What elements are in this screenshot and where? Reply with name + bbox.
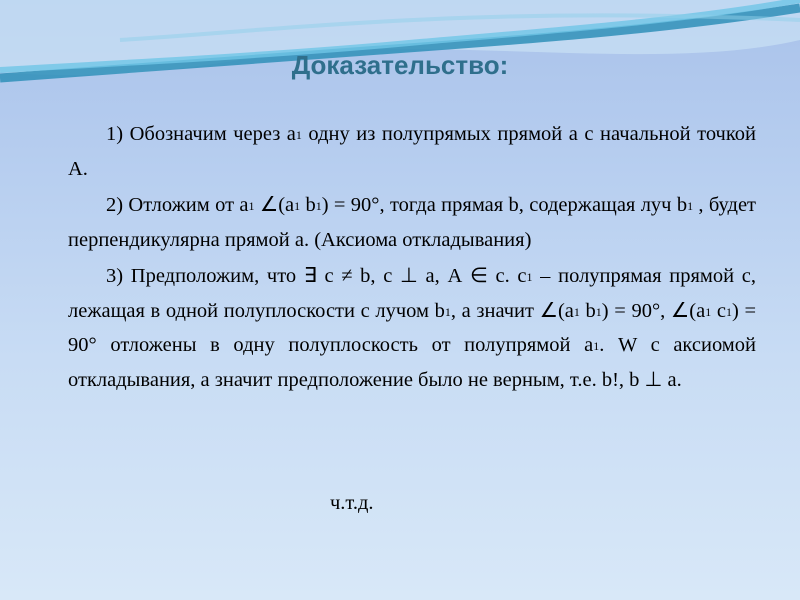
proof-step-1: 1) Обозначим через $а_1$ одну из полупрямых прямой а с начальной точкой А.: [68, 123, 756, 180]
proof-body: [68, 118, 756, 396]
proof-step-3: 3) Предположим, что ∃ с ≠ b, с ⊥ а, А ∈ с. $с_1$ – полупрямая прямой с, лежащая в одной полуплоскости с лучом $b_1$, а значит $\angle(а_1$ $b_1) = 90^\circ$, $\angle(а_1$ $с_1) = 90^\circ$ отложены в одну полуплоскость от полупрямой $а_1$. W с аксиомой откладывания, а значит предположение было не верным, т.е. b!, b ⊥ а.: [68, 265, 757, 391]
slide-title: Доказательство:: [291, 50, 509, 80]
proof-step-2: 2) Отложим от $а_1$ $\angle(а_1$ $b_1) = 90^\circ$, тогда прямая b, содержащая луч $b_1$ , будет перпендикулярна прямой а. (Аксиома откладывания): [68, 194, 757, 251]
qed-label: ч.т.д.: [330, 492, 374, 514]
